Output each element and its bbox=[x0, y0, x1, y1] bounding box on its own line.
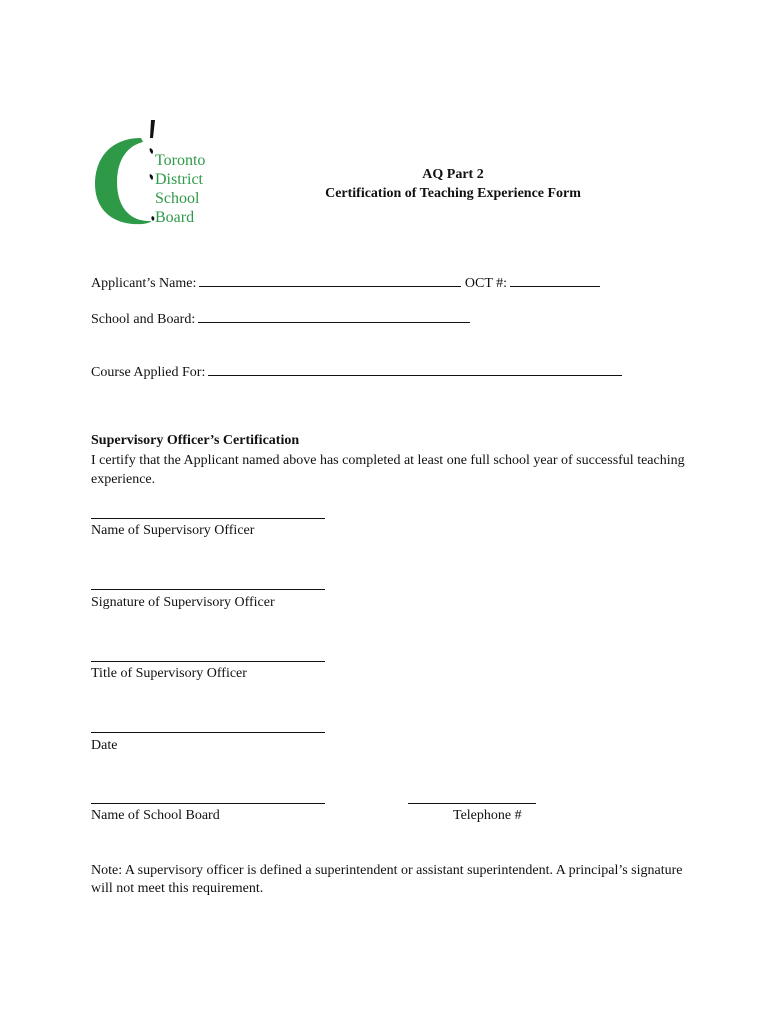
logo-word-board: Board bbox=[155, 209, 195, 226]
course-row bbox=[91, 362, 622, 381]
telephone-label: Telephone # bbox=[453, 808, 522, 823]
form-title-line-2: Certification of Teaching Experience Form bbox=[325, 186, 581, 201]
note-text: Note: A supervisory officer is defined a superintendent or assistant superintendent. A principal’s signature will not meet this requirement. bbox=[91, 863, 683, 896]
school-board-label: School and Board: bbox=[91, 312, 196, 327]
applicant-row bbox=[91, 273, 600, 292]
apple-logo-icon bbox=[93, 118, 163, 230]
supervisory-officer-signature-line[interactable] bbox=[91, 589, 325, 590]
certification-heading: Supervisory Officer’s Certification bbox=[91, 433, 300, 448]
certification-text: I certify that the Applicant named above has completed at least one full school year of successful teaching experience. bbox=[91, 453, 685, 487]
school-board-row bbox=[91, 309, 470, 328]
tdsb-logo bbox=[93, 118, 223, 230]
course-field[interactable] bbox=[208, 362, 622, 376]
oct-label: OCT #: bbox=[464, 276, 508, 291]
logo-word-district: District bbox=[155, 171, 203, 188]
school-board-field[interactable] bbox=[198, 309, 470, 323]
logo-word-toronto: Toronto bbox=[155, 152, 206, 169]
logo-word-school: School bbox=[155, 190, 200, 207]
form-title bbox=[305, 165, 601, 203]
supervisory-officer-name-line[interactable] bbox=[91, 518, 325, 519]
supervisory-officer-signature-label: Signature of Supervisory Officer bbox=[91, 595, 275, 610]
supervisory-officer-name-label: Name of Supervisory Officer bbox=[91, 523, 255, 538]
applicant-name-field[interactable] bbox=[199, 273, 461, 287]
school-board-name-label: Name of School Board bbox=[91, 808, 220, 823]
oct-number-field[interactable] bbox=[510, 273, 600, 287]
supervisory-officer-title-label: Title of Supervisory Officer bbox=[91, 666, 247, 681]
date-line[interactable] bbox=[91, 732, 325, 733]
date-label: Date bbox=[91, 738, 118, 753]
telephone-line[interactable] bbox=[408, 803, 536, 804]
school-board-name-line[interactable] bbox=[91, 803, 325, 804]
supervisory-officer-title-line[interactable] bbox=[91, 661, 325, 662]
applicant-name-label: Applicant’s Name: bbox=[91, 276, 197, 291]
form-title-line-1: AQ Part 2 bbox=[422, 167, 484, 182]
course-label: Course Applied For: bbox=[91, 365, 206, 380]
